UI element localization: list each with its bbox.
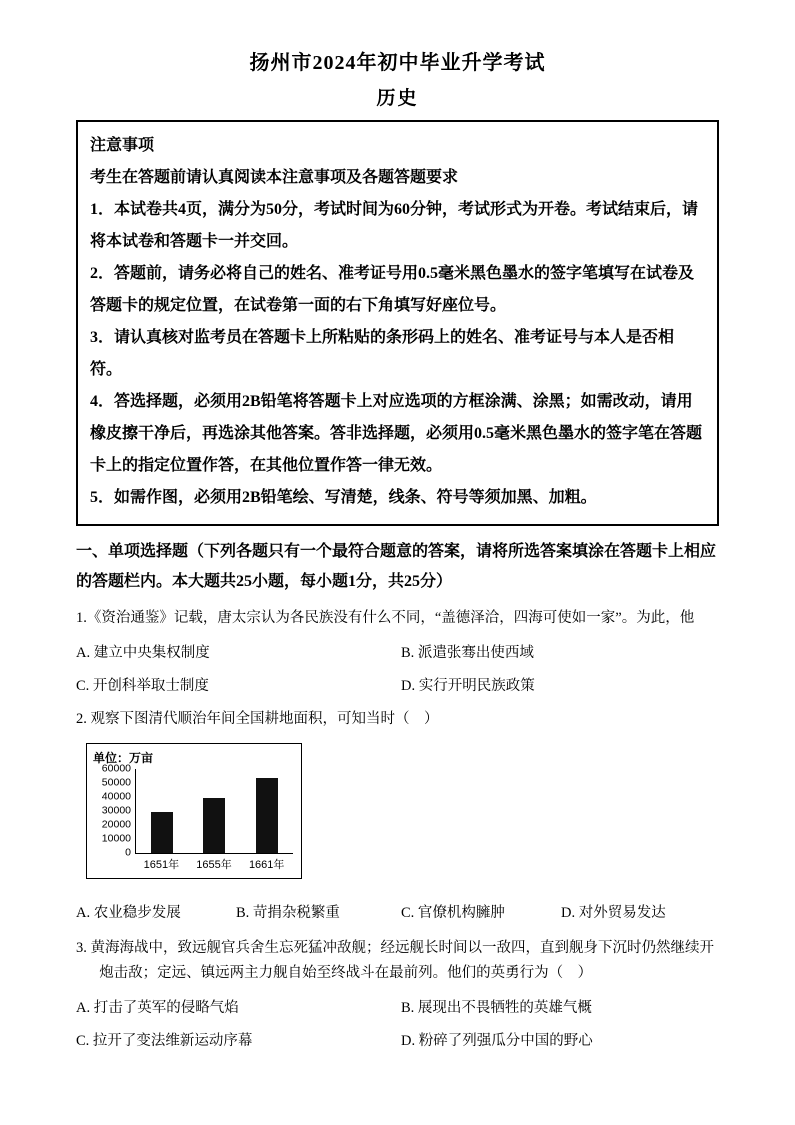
question-1-option-d: D. 实行开明民族政策 bbox=[401, 678, 535, 695]
notice-heading: 注意事项 bbox=[90, 137, 155, 154]
chart-bar bbox=[256, 778, 278, 852]
question-3-option-b: B. 展现出不畏牺牲的英雄气概 bbox=[401, 1000, 592, 1017]
notice-intro: 考生在答题前请认真阅读本注意事项及各题答题要求 bbox=[90, 169, 459, 186]
chart-y-tick: 60000 bbox=[101, 762, 131, 775]
chart-x-label: 1655年 bbox=[196, 858, 232, 871]
question-3-option-c: C. 拉开了变法维新运动序幕 bbox=[76, 1033, 253, 1050]
question-2-option-a: A. 农业稳步发展 bbox=[76, 904, 181, 921]
notice-box bbox=[76, 120, 719, 526]
chart-y-tick: 0 bbox=[125, 846, 131, 859]
notice-item-5: 5．如需作图，必须用2B铅笔绘、写清楚，线条、符号等须加黑、加粗。 bbox=[90, 489, 597, 506]
question-2-option-c: C. 官僚机构臃肿 bbox=[401, 904, 505, 921]
notice-item-1: 1．本试卷共4页，满分为50分，考试时间为60分钟，考试形式为开卷。考试结束后，请将本试卷和答题卡一并交回。 bbox=[90, 201, 699, 250]
exam-subject: 历史 bbox=[376, 88, 419, 109]
question-3-stem: 3. 黄海海战中，致远舰官兵舍生忘死猛冲敌舰；经远舰长时间以一敌四，直到舰身下沉时仍然继续开炮击敌；定远、镇远两主力舰自始至终战斗在最前列。他们的英勇行为（ ） bbox=[76, 939, 714, 981]
chart-bar bbox=[151, 812, 173, 853]
chart-body bbox=[91, 762, 293, 859]
cultivated-land-bar-chart bbox=[86, 743, 302, 879]
question-3-option-d: D. 粉碎了列强瓜分中国的野心 bbox=[401, 1033, 593, 1050]
question-2-option-d: D. 对外贸易发达 bbox=[561, 904, 666, 921]
chart-x-label: 1651年 bbox=[143, 858, 180, 871]
question-1-option-a: A. 建立中央集权制度 bbox=[76, 645, 210, 662]
question-1-options bbox=[76, 641, 719, 695]
exam-title: 扬州市2024年初中毕业升学考试 bbox=[249, 52, 546, 74]
section-heading: 一、单项选择题（下列各题只有一个最符合题意的答案，请将所选答案填涂在答题卡上相应的答题栏内。本大题共25小题，每小题1分，共25分） bbox=[76, 543, 717, 591]
question-1-option-b: B. 派遣张骞出使西域 bbox=[401, 645, 534, 662]
question-2-option-b: B. 苛捐杂税繁重 bbox=[236, 904, 340, 921]
chart-y-tick: 20000 bbox=[101, 818, 131, 831]
question-1-option-c: C. 开创科举取士制度 bbox=[76, 678, 209, 695]
chart-y-axis-ticks bbox=[91, 762, 135, 859]
chart-plot-area bbox=[135, 769, 293, 854]
question-3-options bbox=[76, 996, 719, 1050]
question-2-options bbox=[76, 901, 719, 922]
chart-bar bbox=[203, 798, 225, 853]
question-1-stem: 1.《资治通鉴》记载，唐太宗认为各民族没有什么不同，“盖德泽洽，四海可使如一家”。为此，他 bbox=[76, 609, 695, 626]
question-3-option-a: A. 打击了英军的侵略气焰 bbox=[76, 1000, 239, 1017]
notice-item-3: 3．请认真核对监考员在答题卡上所粘贴的条形码上的姓名、准考证号与本人是否相符。 bbox=[90, 329, 675, 378]
notice-item-2: 2．答题前，请务必将自己的姓名、准考证号用0.5毫米黑色墨水的签字笔填写在试卷及答题卡的规定位置，在试卷第一面的右下角填写好座位号。 bbox=[90, 265, 695, 314]
chart-y-tick: 40000 bbox=[101, 790, 131, 803]
chart-x-axis-labels bbox=[135, 854, 293, 872]
question-2-stem: 2. 观察下图清代顺治年间全国耕地面积，可知当时（ ） bbox=[76, 711, 439, 728]
chart-y-tick: 10000 bbox=[101, 832, 131, 845]
chart-unit-label: 单位：万亩 bbox=[93, 750, 154, 765]
chart-x-label: 1661年 bbox=[248, 858, 285, 871]
chart-y-tick: 30000 bbox=[101, 804, 131, 817]
notice-item-4: 4．答选择题，必须用2B铅笔将答题卡上对应选项的方框涂满、涂黑；如需改动，请用橡皮擦干净后，再选涂其他答案。答非选择题，必须用0.5毫米黑色墨水的签字笔在答题卡上的指定位置作答，在其他位置作答一律无效。 bbox=[90, 393, 703, 474]
chart-y-tick: 50000 bbox=[101, 776, 131, 789]
